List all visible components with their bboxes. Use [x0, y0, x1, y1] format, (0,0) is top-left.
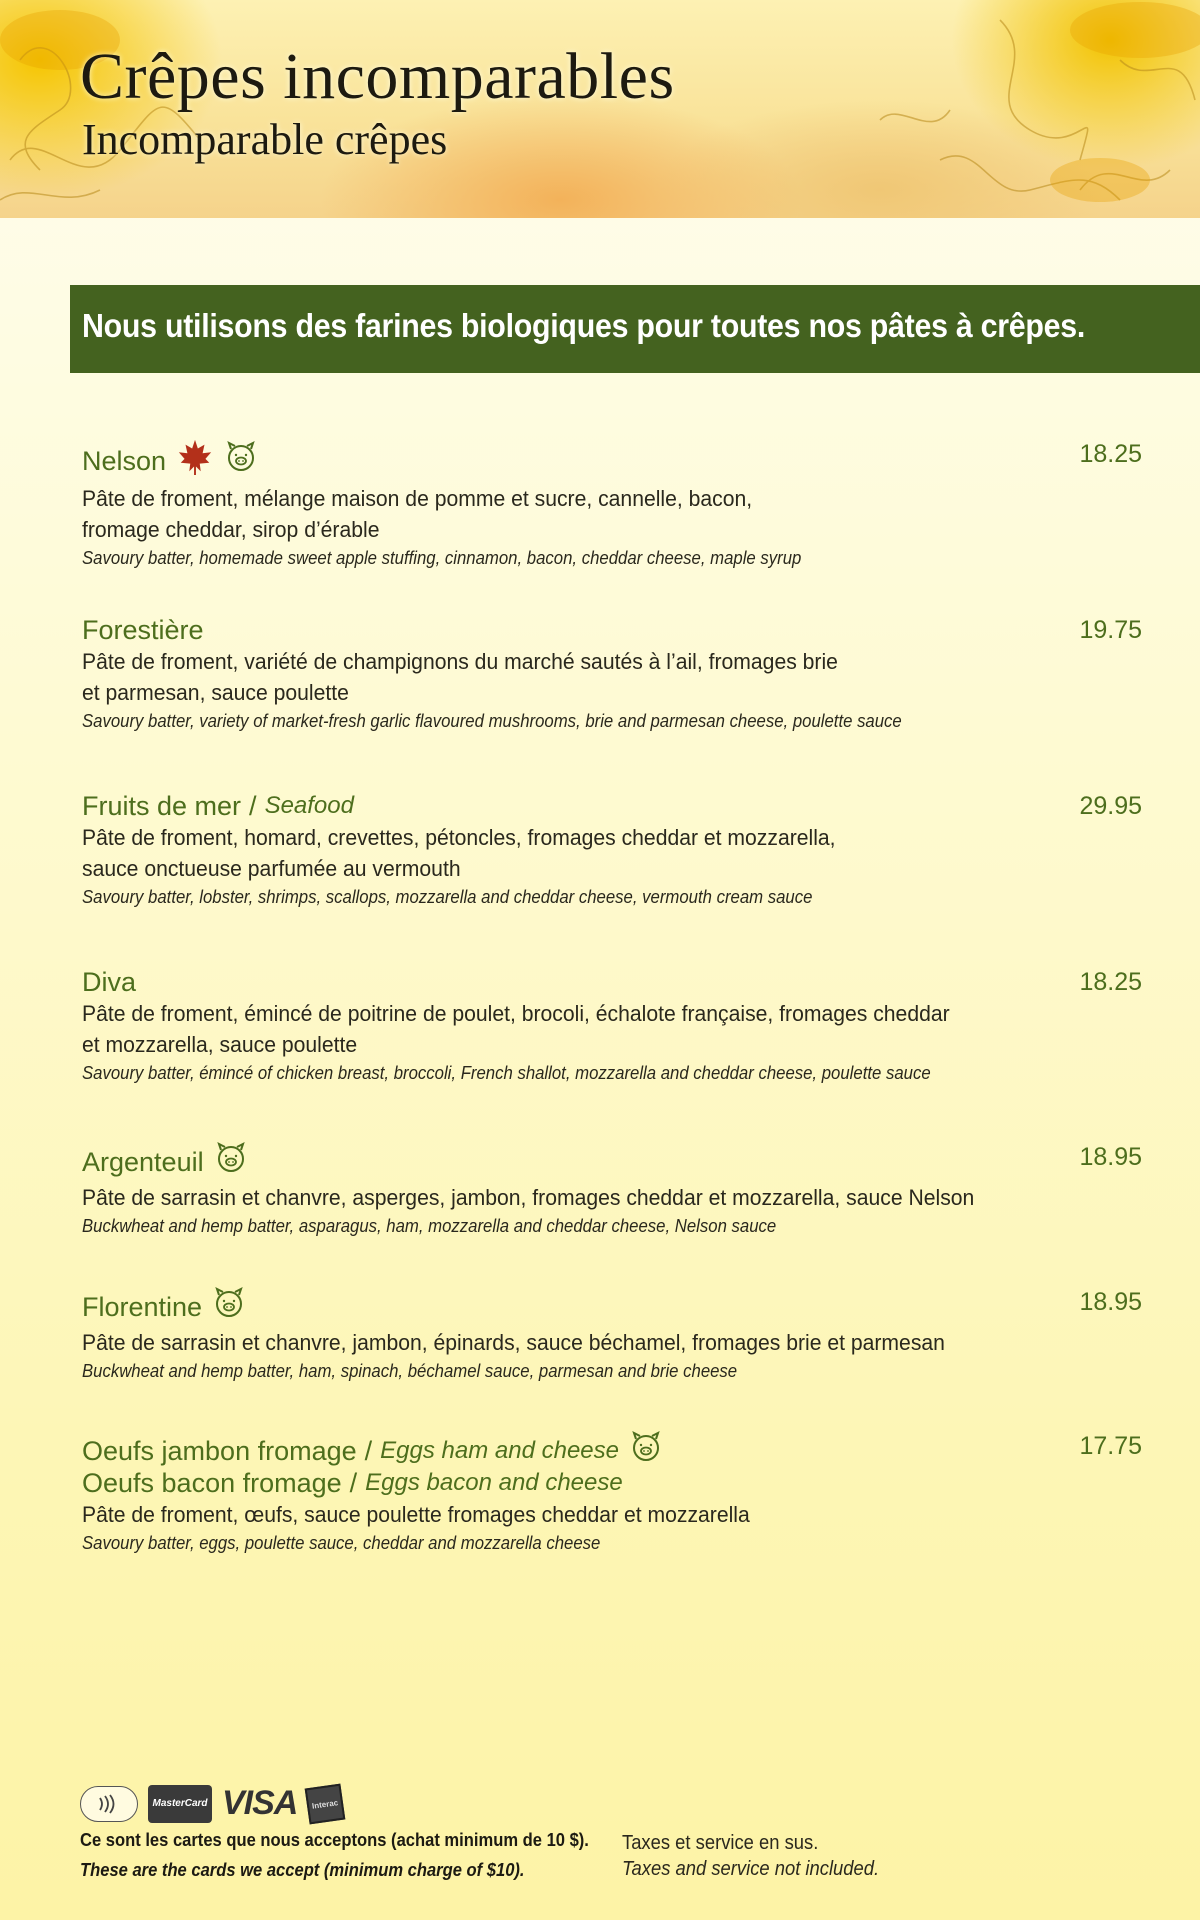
- item-price: 17.75: [1079, 1432, 1142, 1460]
- maple-leaf-icon: [176, 438, 214, 483]
- item-description-fr: Pâte de froment, émincé de poitrine de poulet, brocoli, échalote française, fromages cheddar: [82, 1001, 950, 1026]
- menu-item-fruits-de-mer: [82, 790, 1142, 910]
- menu-item-oeufs: [82, 1430, 1142, 1556]
- item-description-fr: Pâte de sarrasin et chanvre, jambon, épinards, sauce béchamel, fromages brie et parmesan: [82, 1330, 945, 1355]
- item-name-en: Seafood: [264, 792, 354, 819]
- item-description-fr: sauce onctueuse parfumée au vermouth: [82, 856, 461, 881]
- item-description-fr: fromage cheddar, sirop d’érable: [82, 517, 380, 542]
- interac-logo: Interac: [305, 1783, 346, 1824]
- page-title: Crêpes incomparables: [80, 40, 675, 113]
- contactless-icon: [80, 1786, 138, 1822]
- pig-icon: [214, 1141, 248, 1182]
- item-description-fr: Pâte de froment, variété de champignons du marché sautés à l’ail, fromages brie: [82, 649, 838, 674]
- item-name: Nelson: [82, 445, 167, 476]
- tax-note-en: Taxes and service not included.: [622, 1858, 880, 1880]
- menu-item-forestiere: [82, 614, 1142, 734]
- item-description-fr: Pâte de froment, mélange maison de pomme et sucre, cannelle, bacon,: [82, 486, 753, 511]
- item-description-en: Savoury batter, homemade sweet apple stuffing, cinnamon, bacon, cheddar cheese, maple syrup: [82, 548, 802, 568]
- item-description-fr: Pâte de sarrasin et chanvre, asperges, jambon, fromages cheddar et mozzarella, sauce Nelson: [82, 1185, 975, 1210]
- item-name: Forestière: [82, 615, 204, 645]
- item-description-en: Buckwheat and hemp batter, asparagus, ham, mozzarella and cheddar cheese, Nelson sauce: [82, 1216, 777, 1236]
- item-name: Florentine: [82, 1291, 203, 1322]
- organic-flour-banner: [70, 285, 1200, 373]
- item-description-fr: Pâte de froment, œufs, sauce poulette fromages cheddar et mozzarella: [82, 1502, 750, 1527]
- cards-accepted-en: These are the cards we accept (minimum charge of $10).: [80, 1860, 525, 1880]
- pig-icon: [629, 1430, 663, 1471]
- item-description-en: Savoury batter, émincé of chicken breast, broccoli, French shallot, mozzarella and cheddar cheese, poulette sauce: [82, 1063, 931, 1083]
- item-description-fr: et mozzarella, sauce poulette: [82, 1032, 358, 1057]
- header-banner: [0, 0, 1200, 218]
- mastercard-logo: MasterCard: [148, 1785, 212, 1823]
- pig-icon: [212, 1286, 246, 1327]
- item-name: Argenteuil: [82, 1146, 204, 1177]
- page-subtitle: Incomparable crêpes: [82, 115, 448, 164]
- payment-cards: [80, 1784, 343, 1823]
- name-separator: /: [364, 1435, 373, 1466]
- item-price: 29.95: [1079, 792, 1142, 820]
- pig-icon: [224, 440, 258, 481]
- visa-logo: VISA: [222, 1784, 298, 1822]
- item-name-en: Eggs ham and cheese: [380, 1436, 619, 1464]
- tax-note-fr: Taxes et service en sus.: [622, 1832, 819, 1854]
- name-separator: /: [349, 1468, 358, 1498]
- item-name-2-en: Eggs bacon and cheese: [365, 1469, 623, 1496]
- item-price: 19.75: [1079, 616, 1142, 644]
- item-name: Fruits de mer: [82, 791, 242, 821]
- item-name: Oeufs jambon fromage: [82, 1435, 357, 1466]
- menu-item-florentine: [82, 1286, 1142, 1384]
- item-description-en: Buckwheat and hemp batter, ham, spinach, béchamel sauce, parmesan and brie cheese: [82, 1361, 738, 1381]
- item-price: 18.25: [1079, 968, 1142, 996]
- item-price: 18.95: [1079, 1288, 1142, 1316]
- item-name-2: Oeufs bacon fromage: [82, 1468, 342, 1498]
- item-price: 18.25: [1079, 440, 1142, 468]
- item-description-fr: et parmesan, sauce poulette: [82, 680, 349, 705]
- item-description-en: Savoury batter, lobster, shrimps, scallops, mozzarella and cheddar cheese, vermouth cream sauce: [82, 887, 813, 907]
- item-price: 18.95: [1079, 1143, 1142, 1171]
- banner-text: Nous utilisons des farines biologiques pour toutes nos pâtes à crêpes.: [82, 307, 1086, 344]
- cards-accepted-fr: Ce sont les cartes que nous acceptons (achat minimum de 10 $).: [80, 1830, 589, 1850]
- name-separator: /: [249, 791, 257, 821]
- item-description-en: Savoury batter, variety of market-fresh garlic flavoured mushrooms, brie and parmesan cheese, poulette sauce: [82, 711, 902, 731]
- menu-item-diva: [82, 966, 1142, 1086]
- item-description-en: Savoury batter, eggs, poulette sauce, cheddar and mozzarella cheese: [82, 1533, 601, 1553]
- menu-item-argenteuil: [82, 1141, 1142, 1239]
- item-name: Diva: [82, 967, 137, 997]
- menu-item-nelson: [82, 438, 1142, 571]
- item-description-fr: Pâte de froment, homard, crevettes, pétoncles, fromages cheddar et mozzarella,: [82, 825, 836, 850]
